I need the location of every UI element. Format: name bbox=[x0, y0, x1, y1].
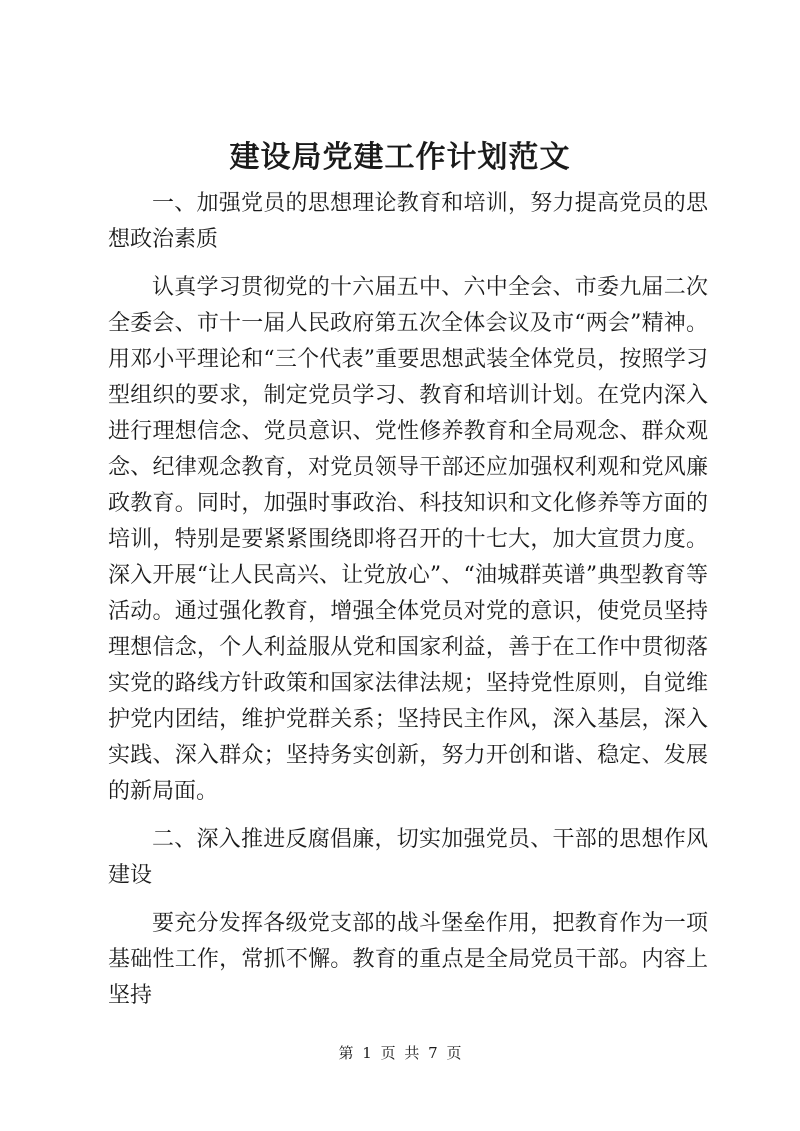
page-number-footer: 第 1 页 共 7 页 bbox=[338, 1044, 462, 1062]
body-paragraph-2: 要充分发挥各级党支部的战斗堡垒作用，把教育作为一项基础性工作，常抓不懈。教育的重点是全局党员干部。内容上坚持 bbox=[108, 911, 708, 1008]
document-title: 建设局党建工作计划范文 bbox=[229, 140, 571, 175]
body-paragraph-1: 认真学习贯彻党的十六届五中、六中全会、市委九届二次全委会、市十一届人民政府第五次全体会议及市“两会”精神。用邓小平理论和“三个代表”重要思想武装全体党员，按照学习型组织的要求，制定党员学习、教育和培训计划。在党内深入进行理想信念、党员意识、党性修养教育和全局观念、群众观念、纪律观念教育，对党员领导干部还应加强权利观和党风廉政教育。同时，加强时事政治、科技知识和文化修养等方面的培训，特别是要紧紧围绕即将召开的十七大，加大宣贯力度。深入开展“让人民高兴、让党放心”、“油城群英谱”典型教育等活动。通过强化教育，增强全体党员对党的意识，使党员坚持理想信念，个人利益服从党和国家利益，善于在工作中贯彻落实党的路线方针政策和国家法律法规；坚持党性原则，自觉维护党内团结，维护党群关系；坚持民主作风，深入基层，深入实践、深入群众；坚持务实创新，努力开创和谐、稳定、发展的新局面。 bbox=[108, 275, 708, 804]
document-body bbox=[108, 186, 708, 1026]
section-heading-2: 二、深入推进反腐倡廉，切实加强党员、干部的思想作风建设 bbox=[108, 827, 708, 888]
section-heading-1: 一、加强党员的思想理论教育和培训，努力提高党员的思想政治素质 bbox=[108, 191, 708, 252]
